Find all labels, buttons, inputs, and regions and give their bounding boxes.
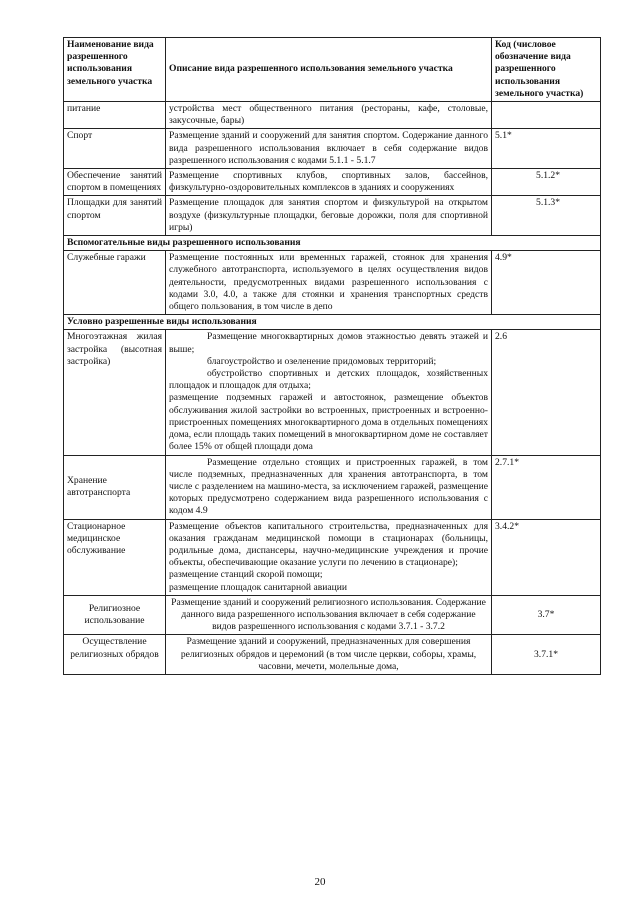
row-code: 4.9* xyxy=(492,251,601,315)
row-code: 5.1.2* xyxy=(492,169,601,196)
table-row xyxy=(64,595,601,635)
row-description: устройства мест общественного питания (рестораны, кафе, столовые, закусочные, бары) xyxy=(166,102,492,129)
table-header-row xyxy=(64,38,601,102)
section-row-auxiliary xyxy=(64,236,601,251)
page-number: 20 xyxy=(314,876,326,888)
row-description: Размещение зданий и сооружений религиозного использования. Содержание данного вида разрешенного использования включает в себя содержание видов разрешенного использования с кодами 3.7.1 - 3.7.2 xyxy=(166,595,492,635)
row-name: Хранение автотранспорта xyxy=(64,455,166,519)
table-row xyxy=(64,102,601,129)
description-paragraph: благоустройство и озеленение придомовых территорий; xyxy=(207,355,437,367)
description-paragraph: обустройство спортивных и детских площадок, хозяйственных площадок и площадок для отдыха; xyxy=(169,368,488,392)
row-code: 3.4.2* xyxy=(492,519,601,595)
row-code: 5.1.3* xyxy=(492,196,601,236)
row-name: Многоэтажная жилая застройка (высотная застройка) xyxy=(64,330,166,455)
header-description: Описание вида разрешенного использования земельного участка xyxy=(166,38,492,102)
row-description: Размещение спортивных клубов, спортивных залов, бассейнов, физкультурно-оздоровительных комплексов в зданиях и сооружениях xyxy=(166,169,492,196)
header-code: Код (числовое обозначение вида разрешенного использования земельного участка) xyxy=(492,38,601,102)
row-description: Размещение зданий и сооружений для занятия спортом. Содержание данного вида разрешенного использования включает в себя содержание видов разрешенного использования с кодами 5.1.1 - 5.1.7 xyxy=(166,129,492,169)
row-code: 5.1* xyxy=(492,129,601,169)
row-code: 3.7.1* xyxy=(492,635,601,675)
table-row xyxy=(64,330,601,455)
description-paragraph: размещение подземных гаражей и автостоянок, размещение объектов обслуживания жилой застройки во встроенных, пристроенных и встроенно-пристроенных помещениях многоквартирного дома в отдельных помещениях дома, если площадь таких помещений в многоквартирном доме не составляет более 15% от общей площади дома xyxy=(169,392,488,453)
table-row xyxy=(64,519,601,595)
description-paragraph: размещение станций скорой помощи; xyxy=(169,569,323,581)
row-description: Размещение площадок для занятия спортом и физкультурой на открытом воздухе (физкультурные площадки, беговые дорожки, поля для спортивной игры) xyxy=(166,196,492,236)
row-name: Служебные гаражи xyxy=(64,251,166,315)
section-title-auxiliary: Вспомогательные виды разрешенного использования xyxy=(64,236,601,251)
description-paragraph: Размещение многоквартирных домов этажностью девять этажей и выше; xyxy=(169,331,488,355)
section-row-conditional xyxy=(64,315,601,330)
row-name: Религиозное использование xyxy=(64,595,166,635)
row-code: 2.6 xyxy=(492,330,601,455)
table-row xyxy=(64,251,601,315)
header-name: Наименование вида разрешенного использования земельного участка xyxy=(64,38,166,102)
table-row xyxy=(64,129,601,169)
row-description: Размещение отдельно стоящих и пристроенных гаражей, в том числе подземных, предназначенных для хранения автотранспорта, в том числе с разделением на машино-места, за исключением гаражей, размещение которых предусмотрено содержанием вида разрешенного использования с кодом 4.9 xyxy=(166,455,492,519)
row-description: Размещение зданий и сооружений, предназначенных для совершения религиозных обрядов и церемоний (в том числе церкви, соборы, храмы, часовни, мечети, молельные дома, xyxy=(166,635,492,675)
section-title-conditional: Условно разрешенные виды использования xyxy=(64,315,601,330)
row-name: питание xyxy=(64,102,166,129)
row-code: 2.7.1* xyxy=(492,455,601,519)
table-row xyxy=(64,455,601,519)
row-code xyxy=(492,102,601,129)
table-row xyxy=(64,169,601,196)
description-paragraph: Размещение объектов капитального строительства, предназначенных для оказания гражданам медицинской помощи в стационарах (больницы, родильные дома, диспансеры, научно-медицинские учреждения и прочие объекты, обеспечивающие оказание услуги по лечению в стационаре); xyxy=(169,520,488,569)
description-paragraph: размещение площадок санитарной авиации xyxy=(169,581,348,593)
row-name: Спорт xyxy=(64,129,166,169)
row-description xyxy=(166,330,492,455)
row-name: Осуществление религиозных обрядов xyxy=(64,635,166,675)
row-description: Размещение постоянных или временных гаражей, стоянок для хранения служебного автотранспорта, используемого в целях осуществления видов деятельности, предусмотренных видами разрешенного использования с кодами 3.0, 4.0, а также для стоянки и хранения транспортных средств общего пользования, в том числе в депо xyxy=(166,251,492,315)
land-use-table xyxy=(63,37,601,675)
row-code: 3.7* xyxy=(492,595,601,635)
table-row xyxy=(64,196,601,236)
row-name: Обеспечение занятий спортом в помещениях xyxy=(64,169,166,196)
row-name: Площадки для занятий спортом xyxy=(64,196,166,236)
row-description xyxy=(166,519,492,595)
row-name: Стационарное медицинское обслуживание xyxy=(64,519,166,595)
table-row xyxy=(64,635,601,675)
